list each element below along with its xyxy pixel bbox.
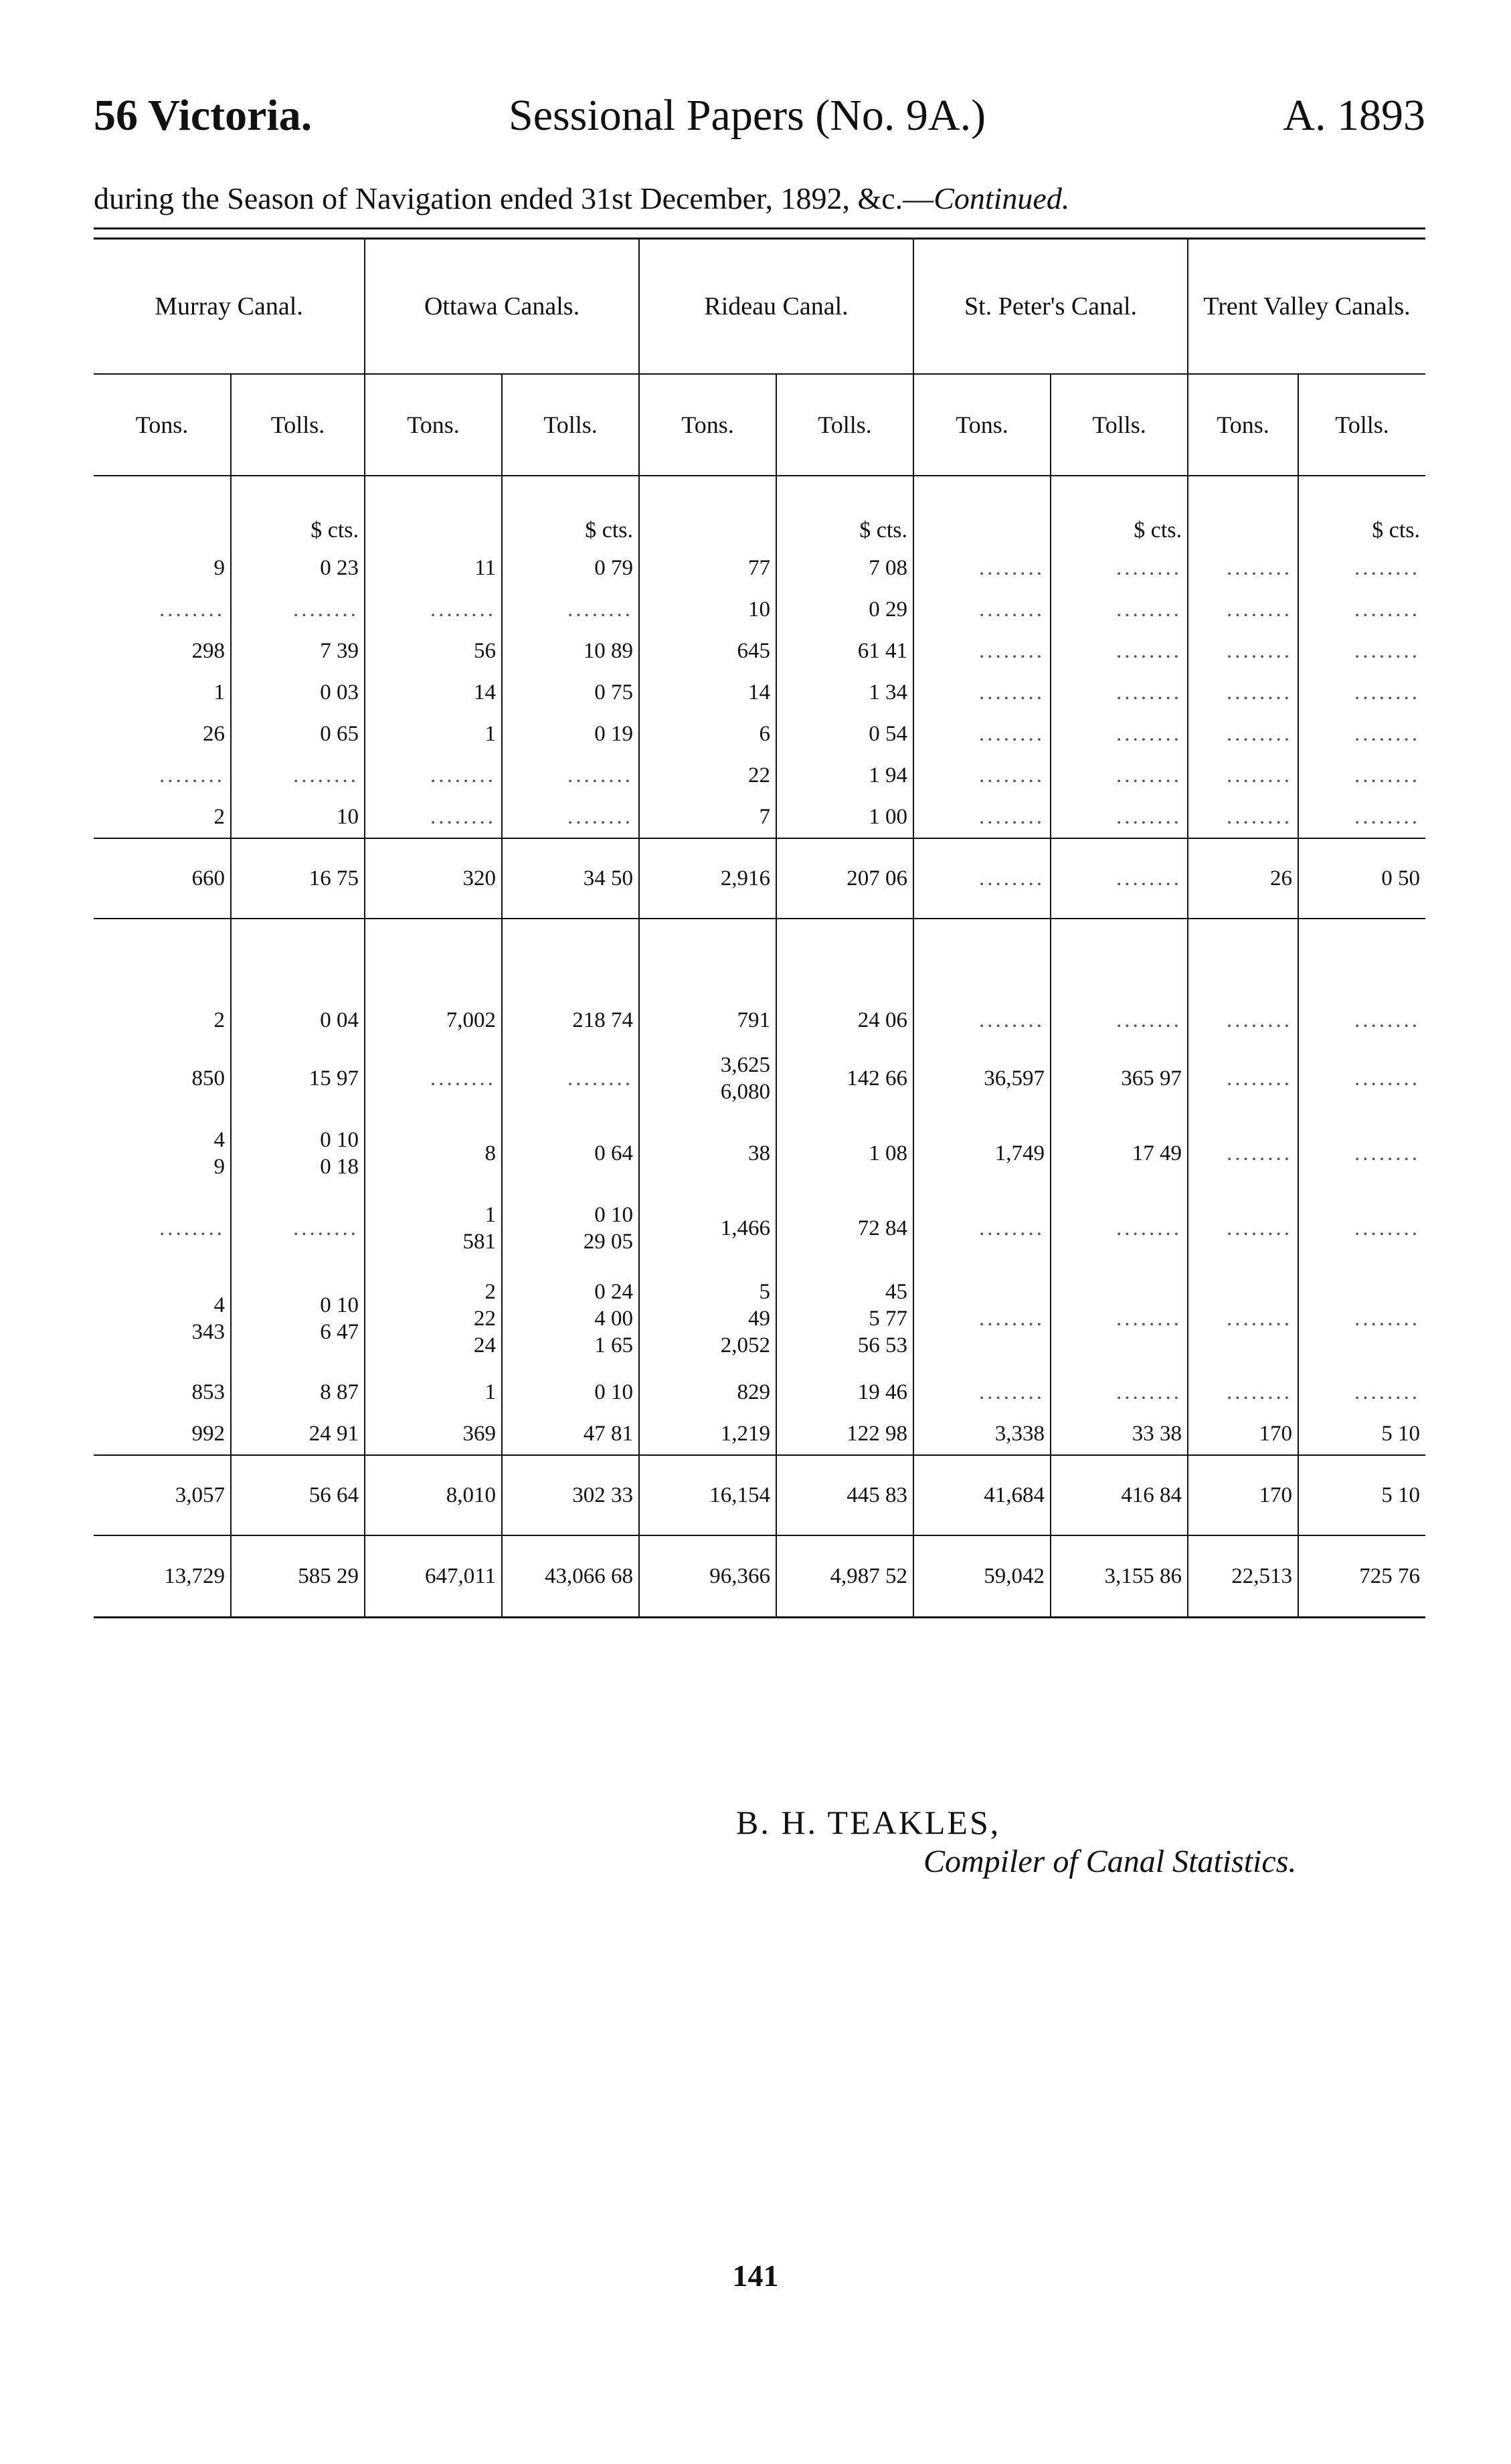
table-cell: 218 74 xyxy=(502,1000,639,1041)
empty-cell xyxy=(1298,919,1425,1000)
table-cell: 33 38 xyxy=(1051,1413,1188,1455)
table-cell: 0 10 6 47 xyxy=(231,1266,365,1371)
currency-label: $ cts. xyxy=(1051,476,1188,547)
table-cell: ........ xyxy=(1051,630,1188,672)
table-cell: ........ xyxy=(1188,1371,1298,1413)
table-cell: 142 66 xyxy=(776,1041,913,1116)
table-cell: 36,597 xyxy=(913,1041,1051,1116)
table-cell: ........ xyxy=(1051,589,1188,630)
empty-cell xyxy=(365,919,502,1000)
table-cell: 8 87 xyxy=(231,1371,365,1413)
table-cell: 0 75 xyxy=(502,672,639,713)
table-cell: ........ xyxy=(913,713,1051,755)
table-cell: 0 64 xyxy=(502,1116,639,1191)
table-row xyxy=(94,796,1425,838)
table-cell: 10 89 xyxy=(502,630,639,672)
table-cell: 1 xyxy=(213,680,225,704)
grand-total-row xyxy=(94,1535,1425,1618)
currency-label: $ cts. xyxy=(776,476,913,547)
year-label: A. 1893 xyxy=(1283,91,1425,140)
table-cell: 6 xyxy=(639,713,776,755)
table-row xyxy=(94,547,1425,589)
table-cell: 853 xyxy=(191,1380,225,1404)
header-rule xyxy=(94,227,1425,229)
table-cell: ........ xyxy=(1051,1266,1188,1371)
subtotal-cell: 34 50 xyxy=(502,838,639,919)
table-cell: ........ xyxy=(1188,1041,1298,1116)
table-cell: 645 xyxy=(639,630,776,672)
subtotal-cell: 8,010 xyxy=(365,1455,502,1535)
table-cell: 5 49 2,052 xyxy=(639,1266,776,1371)
tons-header: Tons. xyxy=(639,374,776,476)
table-cell: 2 22 24 xyxy=(365,1266,502,1371)
table-cell: ........ xyxy=(502,589,639,630)
empty-cell xyxy=(1188,919,1298,1000)
empty-cell xyxy=(1188,476,1298,547)
table-cell: 77 xyxy=(639,547,776,589)
table-cell: ........ xyxy=(1298,672,1425,713)
table-cell: 1 581 xyxy=(365,1191,502,1266)
table-cell: ........ xyxy=(365,796,502,838)
table-cell: ........ xyxy=(1298,1116,1425,1191)
table-cell: ........ xyxy=(1051,1000,1188,1041)
table-cell: ........ xyxy=(1188,589,1298,630)
table-cell: ........ xyxy=(1298,1371,1425,1413)
empty-cell xyxy=(502,919,639,1000)
grand-total-cell: 43,066 68 xyxy=(502,1535,639,1618)
currency-label: $ cts. xyxy=(1298,476,1425,547)
table-cell: 365 97 xyxy=(1051,1041,1188,1116)
table-cell: 17 49 xyxy=(1051,1116,1188,1191)
table-cell: 14 xyxy=(639,672,776,713)
canal-tolls-table xyxy=(94,238,1425,1618)
table-cell: ........ xyxy=(1188,1116,1298,1191)
table-cell: ........ xyxy=(1298,755,1425,796)
canal-header: St. Peter's Canal. xyxy=(913,239,1188,375)
table-cell: ........ xyxy=(913,1000,1051,1041)
table-cell: ........ xyxy=(1298,1000,1425,1041)
table-cell: 1,219 xyxy=(639,1413,776,1455)
subtotal-cell: ........ xyxy=(1051,838,1188,919)
table-cell: 24 91 xyxy=(231,1413,365,1455)
table-cell: 1 08 xyxy=(776,1116,913,1191)
table-cell: ........ xyxy=(365,1041,502,1116)
table-cell: 9 xyxy=(213,556,225,580)
compiler-title: Compiler of Canal Statistics. xyxy=(923,1844,1297,1879)
table-cell: ........ xyxy=(1298,796,1425,838)
table-cell: 1,749 xyxy=(913,1116,1051,1191)
table-cell: 3,625 6,080 xyxy=(639,1041,776,1116)
table-cell: 10 xyxy=(639,589,776,630)
canal-header: Murray Canal. xyxy=(94,239,365,375)
table-cell: 0 65 xyxy=(231,713,365,755)
table-cell: ........ xyxy=(913,1371,1051,1413)
table-cell: ........ xyxy=(1051,796,1188,838)
table-cell: 5 10 xyxy=(1298,1413,1425,1455)
currency-label: $ cts. xyxy=(231,476,365,547)
tolls-header: Tolls. xyxy=(1298,374,1425,476)
table-cell: ........ xyxy=(1298,547,1425,589)
table-cell: 7 39 xyxy=(231,630,365,672)
grand-total-cell: 585 29 xyxy=(231,1535,365,1618)
table-cell: ........ xyxy=(913,755,1051,796)
table-cell: ........ xyxy=(159,763,225,787)
table-cell: ........ xyxy=(913,630,1051,672)
table-cell: 7 08 xyxy=(776,547,913,589)
subtotal-row xyxy=(94,838,1425,919)
table-row xyxy=(94,1041,1425,1116)
page-number: 141 xyxy=(732,2259,779,2293)
tons-header: Tons. xyxy=(1188,374,1298,476)
table-cell: 0 23 xyxy=(231,547,365,589)
grand-total-cell: 725 76 xyxy=(1298,1535,1425,1618)
table-cell: ........ xyxy=(502,796,639,838)
table-cell: ........ xyxy=(913,589,1051,630)
subtotal-cell: 26 xyxy=(1188,838,1298,919)
table-cell: ........ xyxy=(231,755,365,796)
compiler-name: B. H. TEAKLES, xyxy=(736,1804,1001,1841)
table-row xyxy=(94,1413,1425,1455)
empty-cell xyxy=(776,919,913,1000)
table-cell: 3,338 xyxy=(913,1413,1051,1455)
empty-cell xyxy=(231,919,365,1000)
table-cell: ........ xyxy=(1298,630,1425,672)
table-cell: 0 79 xyxy=(502,547,639,589)
table-cell: ........ xyxy=(159,1216,225,1240)
table-cell: 7 xyxy=(639,796,776,838)
table-row xyxy=(94,755,1425,796)
table-cell: 7,002 xyxy=(365,1000,502,1041)
subtotal-cell: 660 xyxy=(94,838,231,919)
table-cell: ........ xyxy=(365,755,502,796)
canal-header: Trent Valley Canals. xyxy=(1188,239,1425,375)
table-cell: ........ xyxy=(1188,1000,1298,1041)
page-header xyxy=(94,90,1425,157)
table-cell: ........ xyxy=(1298,1266,1425,1371)
table-cell: 298 xyxy=(191,639,225,663)
table-cell: 24 06 xyxy=(776,1000,913,1041)
table-cell: 0 04 xyxy=(231,1000,365,1041)
table-cell: ........ xyxy=(1188,672,1298,713)
table-cell: 15 97 xyxy=(231,1041,365,1116)
table-cell: 791 xyxy=(639,1000,776,1041)
tolls-header: Tolls. xyxy=(231,374,365,476)
empty-cell xyxy=(913,919,1051,1000)
subtotal-cell: 16 75 xyxy=(231,838,365,919)
table-cell: 61 41 xyxy=(776,630,913,672)
spacer-row xyxy=(94,919,1425,1000)
table-cell: 1 34 xyxy=(776,672,913,713)
table-cell: ........ xyxy=(365,589,502,630)
table-cell: ........ xyxy=(159,597,225,622)
table-cell: 22 xyxy=(639,755,776,796)
subtotal-row xyxy=(94,1455,1425,1535)
table-cell: 4 9 xyxy=(213,1128,225,1179)
table-cell: ........ xyxy=(1051,547,1188,589)
table-row xyxy=(94,1191,1425,1266)
table-cell: 56 xyxy=(365,630,502,672)
empty-cell xyxy=(365,476,502,547)
table-cell: ........ xyxy=(231,1191,365,1266)
table-cell: 0 10 0 18 xyxy=(231,1116,365,1191)
table-row xyxy=(94,1266,1425,1371)
table-cell: 0 10 xyxy=(502,1371,639,1413)
table-cell: 850 xyxy=(191,1066,225,1091)
tolls-header: Tolls. xyxy=(502,374,639,476)
subtotal-cell: 3,057 xyxy=(94,1455,231,1535)
table-cell: 38 xyxy=(639,1116,776,1191)
table-cell: 4 343 xyxy=(191,1293,225,1344)
tons-header: Tons. xyxy=(365,374,502,476)
subtotal-cell: 445 83 xyxy=(776,1455,913,1535)
table-cell: 1 xyxy=(365,1371,502,1413)
canal-header: Rideau Canal. xyxy=(639,239,913,375)
table-cell: 170 xyxy=(1188,1413,1298,1455)
table-cell: 47 81 xyxy=(502,1413,639,1455)
subtotal-cell: 41,684 xyxy=(913,1455,1051,1535)
table-cell: 829 xyxy=(639,1371,776,1413)
currency-label: $ cts. xyxy=(502,476,639,547)
subtotal-cell: 2,916 xyxy=(639,838,776,919)
subtotal-cell: 207 06 xyxy=(776,838,913,919)
table-cell: 0 24 4 00 1 65 xyxy=(502,1266,639,1371)
grand-total-cell: 13,729 xyxy=(94,1535,231,1618)
table-cell: ........ xyxy=(1051,713,1188,755)
grand-total-cell: 4,987 52 xyxy=(776,1535,913,1618)
table-cell: 992 xyxy=(191,1422,225,1446)
tolls-header: Tolls. xyxy=(1051,374,1188,476)
table-cell: ........ xyxy=(913,547,1051,589)
subtotal-cell: 320 xyxy=(365,838,502,919)
table-cell: 0 54 xyxy=(776,713,913,755)
table-cell: ........ xyxy=(1298,713,1425,755)
table-cell: ........ xyxy=(1188,755,1298,796)
empty-cell xyxy=(913,476,1051,547)
table-row xyxy=(94,1000,1425,1041)
empty-cell xyxy=(94,476,231,547)
table-cell: 1 94 xyxy=(776,755,913,796)
table-cell: 0 19 xyxy=(502,713,639,755)
subtotal-cell: 5 10 xyxy=(1298,1455,1425,1535)
empty-cell xyxy=(1051,919,1188,1000)
grand-total-cell: 22,513 xyxy=(1188,1535,1298,1618)
subtotal-cell: 302 33 xyxy=(502,1455,639,1535)
empty-cell xyxy=(639,476,776,547)
table-row xyxy=(94,589,1425,630)
tons-header: Tons. xyxy=(913,374,1051,476)
table-cell: ........ xyxy=(1051,1191,1188,1266)
table-cell: ........ xyxy=(1188,713,1298,755)
table-cell: ........ xyxy=(913,796,1051,838)
session-label: 56 Victoria. xyxy=(94,91,313,140)
empty-cell xyxy=(639,919,776,1000)
table-cell: 122 98 xyxy=(776,1413,913,1455)
table-cell: 2 xyxy=(213,1008,225,1032)
table-row xyxy=(94,672,1425,713)
table-row xyxy=(94,713,1425,755)
table-cell: 8 xyxy=(365,1116,502,1191)
subtotal-cell: ........ xyxy=(913,838,1051,919)
table-cell: ........ xyxy=(1188,796,1298,838)
table-cell: 1 00 xyxy=(776,796,913,838)
canal-header: Ottawa Canals. xyxy=(365,239,639,375)
table-cell: 1 xyxy=(365,713,502,755)
table-cell: 1,466 xyxy=(639,1191,776,1266)
subtitle-text: during the Season of Navigation ended 31st December, 1892, &c.— xyxy=(94,181,934,215)
subtotal-cell: 170 xyxy=(1188,1455,1298,1535)
empty-cell xyxy=(94,919,231,1000)
table-cell: ........ xyxy=(1298,589,1425,630)
table-cell: 0 03 xyxy=(231,672,365,713)
table-cell: ........ xyxy=(1188,630,1298,672)
subtotal-cell: 0 50 xyxy=(1298,838,1425,919)
table-row xyxy=(94,1371,1425,1413)
table-cell: ........ xyxy=(913,672,1051,713)
table-cell: ........ xyxy=(1298,1191,1425,1266)
table-cell: 14 xyxy=(365,672,502,713)
table-cell: ........ xyxy=(913,1266,1051,1371)
table-cell: 10 xyxy=(231,796,365,838)
table-cell: 2 xyxy=(213,805,225,829)
table-cell: ........ xyxy=(913,1191,1051,1266)
table-cell: ........ xyxy=(502,755,639,796)
table-cell: 0 29 xyxy=(776,589,913,630)
table-cell: ........ xyxy=(1051,1371,1188,1413)
table-cell: 0 10 29 05 xyxy=(502,1191,639,1266)
table-cell: ........ xyxy=(1298,1041,1425,1116)
table-cell: ........ xyxy=(1188,1191,1298,1266)
table-cell: ........ xyxy=(231,589,365,630)
subtotal-cell: 416 84 xyxy=(1051,1455,1188,1535)
table-cell: ........ xyxy=(1051,755,1188,796)
table-cell: 26 xyxy=(203,722,225,746)
table-cell: ........ xyxy=(1188,1266,1298,1371)
table-cell: 369 xyxy=(365,1413,502,1455)
tolls-table xyxy=(94,238,1425,1618)
grand-total-cell: 3,155 86 xyxy=(1051,1535,1188,1618)
table-cell: 19 46 xyxy=(776,1371,913,1413)
subtotal-cell: 56 64 xyxy=(231,1455,365,1535)
subtitle-continued: Continued. xyxy=(934,181,1070,215)
table-cell: 45 5 77 56 53 xyxy=(776,1266,913,1371)
table-cell: ........ xyxy=(1188,547,1298,589)
table-row xyxy=(94,1116,1425,1191)
grand-total-cell: 59,042 xyxy=(913,1535,1051,1618)
sessional-papers-title: Sessional Papers (No. 9A.) xyxy=(509,91,986,140)
table-cell: ........ xyxy=(1051,672,1188,713)
table-cell: ........ xyxy=(502,1041,639,1116)
tons-header: Tons. xyxy=(94,374,231,476)
table-row xyxy=(94,630,1425,672)
table-cell: 11 xyxy=(365,547,502,589)
grand-total-cell: 96,366 xyxy=(639,1535,776,1618)
subtotal-cell: 16,154 xyxy=(639,1455,776,1535)
grand-total-cell: 647,011 xyxy=(365,1535,502,1618)
table-cell: 72 84 xyxy=(776,1191,913,1266)
table-subtitle xyxy=(94,181,1069,216)
tolls-header: Tolls. xyxy=(776,374,913,476)
